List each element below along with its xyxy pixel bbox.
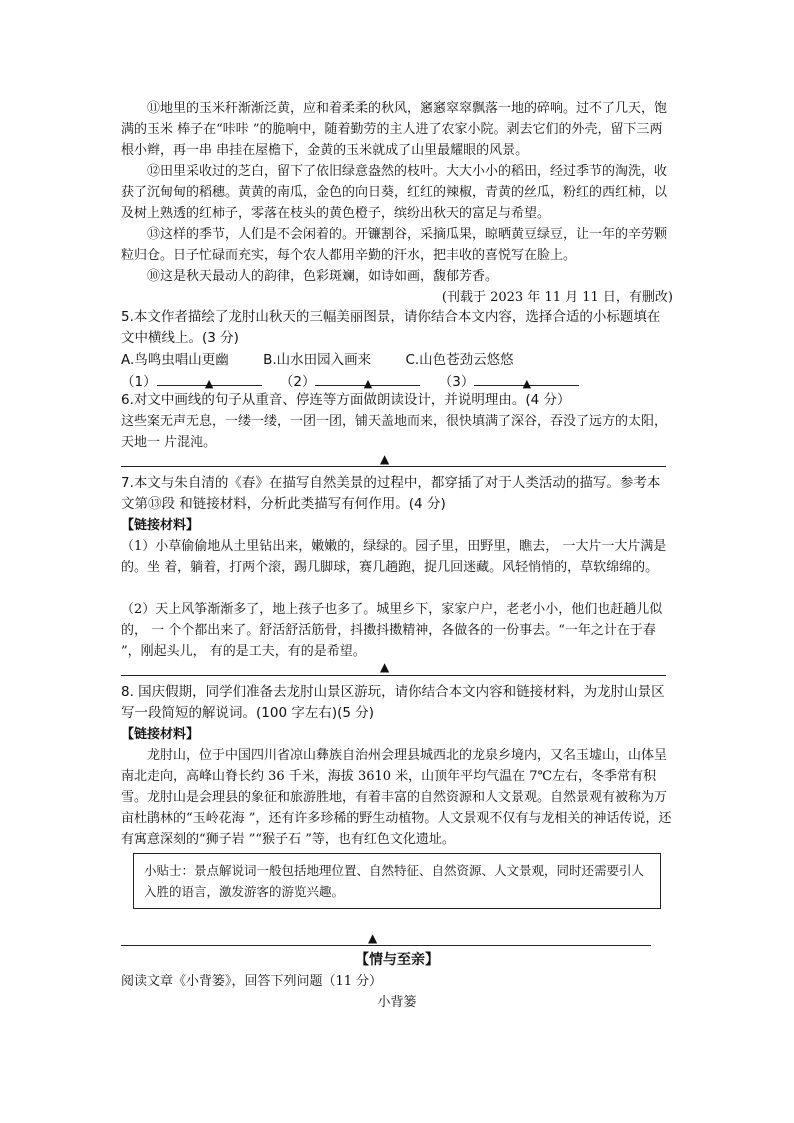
blank-label-2: （2） (279, 374, 316, 390)
answer-line[interactable] (121, 945, 651, 946)
link-material-label: 【链接材料】 (121, 727, 200, 742)
blank-label-1: （1） (121, 374, 157, 390)
option-b: B.山水田园入画来 (263, 352, 372, 368)
answer-line[interactable] (121, 675, 666, 676)
answer-marker: ▲ (363, 377, 373, 390)
source-note: (刊载于 2023 年 11 月 11 日，有删改) (441, 290, 673, 305)
link-material-label: 【链接材料】 (121, 518, 200, 533)
question-8-stem: 8. 国庆假期，同学们准备去龙肘山景区游玩，请你结合本文内容和链接材料，为龙肘山景区写一段简短的解说词。(100 字左右)(5 分) (121, 684, 665, 721)
link-material-2: （2）天上风筝渐渐多了，地上孩子也多了。城里乡下，家家户户，老老小小，他们也赶趟儿似的， 一 个个都出来了。舒活舒活筋骨，抖擞抖擞精神，各做各的一份事去。“一年之计在于春 ”，刚起头儿， 有的是工夫，有的是希望。 (121, 602, 663, 659)
link-material-longzhou: 龙肘山，位于中国四川省凉山彝族自治州会理县城西北的龙泉乡境内，又名玉墟山，山体呈南北走向，高峰山脊长约 36 千米，海拔 3610 米，山顶年平均气温在 7℃左右，冬季常有积雪。龙肘山是会理县的象征和旅游胜地，有着丰富的自然资源和人文景观。自然景观有被称为万亩杜鹃林的“玉岭花海 ”，还有许多珍稀的野生动植物。人文景观不仅有与龙相关的神话传说，还有寓意深刻的“狮子岩 ”“猴子石 ”等，也有红色文化遗址。 (121, 748, 672, 847)
blank-label-3: （3） (438, 374, 475, 390)
paragraph-12: ⑫田里采收过的芝白，留下了依旧绿意盎然的枝叶。大大小小的稻田，经过季节的淘洗，收获了沉甸甸的稻穗。黄黄的南瓜，金色的向日葵，红红的辣椒，青黄的丝瓜，粉红的西红柿，以及树上熟透的红柿子，零落在枝头的黄色橙子，缤纷出秋天的富足与希望。 (121, 164, 668, 221)
option-c: C.山色苍劲云悠悠 (405, 352, 514, 368)
answer-line[interactable] (121, 466, 666, 467)
paragraph-13: ⑬这样的季节，人们是不会闲着的。开镰割谷，采摘瓜果，晾晒黄豆绿豆，让一年的辛劳颗粒归仓。日子忙碌而充实，每个农人都用辛勤的汗水，把丰收的喜悦写在脸上。 (121, 227, 668, 263)
question-7-stem: 7.本文与朱自清的《春》在描写自然美景的过程中，都穿插了对于人类活动的描写。参考本文第⑬段 和链接材料，分析此类描写有何作用。(4 分) (121, 475, 661, 512)
question-6-sentence: 这些案无声无息，一缕一缕，一团一团，铺天盖地而来，很快填满了深谷，吞没了远方的太阳，天地一 片混沌。 (121, 414, 668, 450)
answer-marker: ▲ (380, 660, 390, 674)
question-6-stem: 6.对文中画线的句子从重音、停连等方面做朗读设计，并说明理由。(4 分） (121, 392, 571, 408)
tip-text: 小贴士：景点解说词一般包括地理位置、自然特征、自然资源、人文景观，同时还需要引人入胜的语言，激发游客的游览兴趣。 (144, 863, 645, 899)
option-a: A.鸟鸣虫唱山更幽 (121, 352, 229, 368)
article-title: 小背篓 (377, 995, 417, 1010)
answer-blank-3[interactable] (474, 371, 579, 390)
tip-box (133, 853, 661, 909)
section-instruction: 阅读文章《小背篓》，回答下列问题（11 分） (121, 974, 383, 989)
link-material-1: （1）小草偷偷地从土里钻出来，嫩嫩的，绿绿的。园子里，田野里，瞧去， 一大片一大片满是的。坐 着，躺着，打两个滚，踢几脚球，赛几趟跑，捉几回迷藏。风轻悄悄的，草软绵绵的。 (121, 539, 667, 575)
question-5-stem: 5.本文作者描绘了龙肘山秋天的三幅美丽图景，请你结合本文内容，选择合适的小标题填在文中横线上。(3 分) (121, 309, 661, 346)
answer-blank-1[interactable] (157, 371, 262, 390)
paragraph-10: ⑩这是秋天最动人的韵律，色彩斑斓，如诗如画，馥郁芳香。 (147, 269, 499, 284)
answer-marker: ▲ (204, 377, 214, 390)
question-5-options (121, 350, 673, 371)
answer-marker: ▲ (368, 931, 378, 945)
answer-blank-2[interactable] (315, 371, 420, 390)
answer-marker: ▲ (380, 452, 390, 466)
paragraph-11: ⑪地里的玉米秆渐渐泛黄，应和着柔柔的秋风，窸窸窣窣飘落一地的碎响。过不了几天，饱满的玉米 棒子在“咔咔 ”的脆响中，随着勤劳的主人进了农家小院。剥去它们的外壳，留下三两根小辫，再一串 串挂在屋檐下，金黄的玉米就成了山里最耀眼的风景。 (121, 101, 668, 158)
section-title: 【情与至亲】 (355, 952, 439, 968)
answer-marker: ▲ (522, 377, 532, 390)
